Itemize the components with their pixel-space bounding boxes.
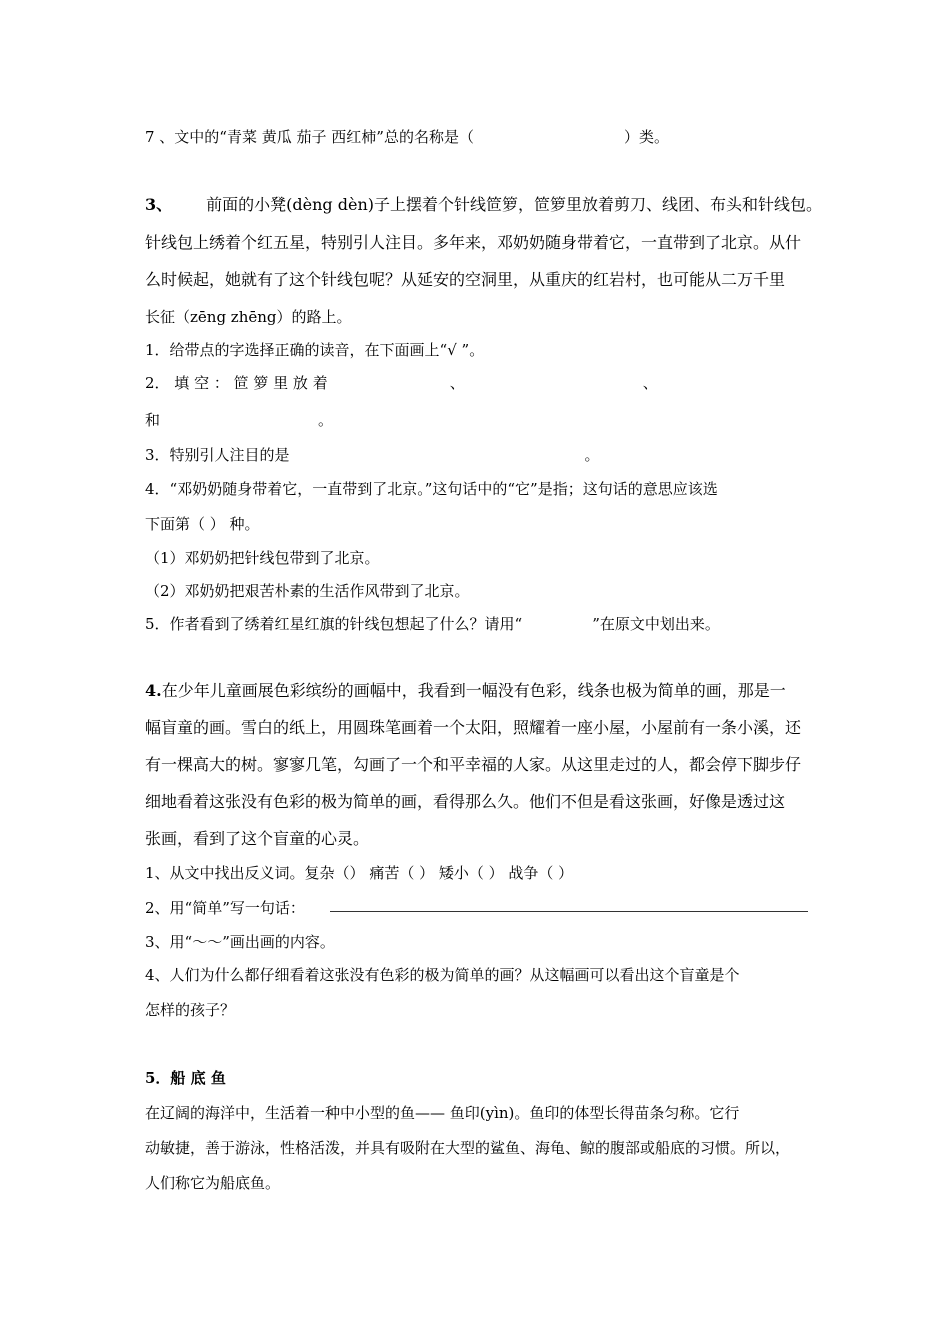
- s3-q2-line-2: [145, 410, 333, 430]
- s5-para-line-3: 人们称它为船底鱼。: [145, 1174, 281, 1192]
- s3-para-line-2: 针线包上绣着个红五星，特别引人注目。多年来，邓奶奶随身带着它，一直带到了北京。从什: [145, 233, 802, 252]
- s3-q2-end: 。: [318, 411, 334, 429]
- s3-p1: 前面的小凳(dèng dèn)子上摆着个针线笸箩，笸箩里放着剪刀、线团、布头和针线包。: [206, 195, 822, 214]
- s4-para-line-5: 张画，看到了这个盲童的心灵。: [145, 829, 370, 848]
- s3-para-line-1: [145, 195, 822, 215]
- s4-q4-line-2: 怎样的孩子？: [145, 1001, 236, 1019]
- s3-para-line-3: 么时候起，她就有了这个针线包呢？从延安的空洞里，从重庆的红岩村，也可能从二万千里: [145, 270, 786, 289]
- s5-para-line-1: 在辽阔的海洋中，生活着一种中小型的鱼—— 鱼印(yìn)。鱼印的体型长得苗条匀称。它行: [145, 1104, 740, 1122]
- s4-para-line-2: 幅盲童的画。雪白的纸上，用圆珠笔画着一个太阳，照耀着一座小屋，小屋前有一条小溪，还: [145, 718, 802, 737]
- s3-para-line-4: 长征（zēng zhēng）的路上。: [145, 308, 352, 326]
- s4-number: 4.: [145, 681, 162, 700]
- s5-para-line-2: 动敏捷，善于游泳，性格活泼，并具有吸附在大型的鲨鱼、海龟、鲸的腹部或船底的习惯。所以，: [145, 1139, 791, 1157]
- s4-para-line-1: [145, 681, 786, 701]
- s4-q2-answer-line[interactable]: [330, 911, 808, 912]
- s3-q3-end: 。: [584, 446, 600, 464]
- s3-q4-line-1: 4．“邓奶奶随身带着它，一直带到了北京。”这句话中的“它”是指；这句话的意思应该选: [145, 480, 718, 498]
- s3-q3-label: 3．特别引人注目的是: [145, 446, 290, 464]
- s3-option-1: （1）邓奶奶把针线包带到了北京。: [145, 549, 380, 567]
- s3-q5-line: [145, 614, 720, 634]
- s3-q5-end: ”在原文中划出来。: [592, 615, 720, 633]
- s3-number: 3、: [145, 195, 173, 214]
- s3-option-2: （2）邓奶奶把艰苦朴素的生活作风带到了北京。: [145, 582, 470, 600]
- q7-suffix: ）类。: [623, 128, 669, 146]
- s4-para-line-3: 有一棵高大的树。寥寥几笔，勾画了一个和平幸福的人家。从这里走过的人，都会停下脚步仔: [145, 755, 802, 774]
- s4-q3: 3、用“～～”画出画的内容。: [145, 933, 335, 951]
- s3-q4-line-2: 下面第（ ） 种。: [145, 515, 260, 533]
- s4-q4-line-1: 4、人们为什么都仔细看着这张没有色彩的极为简单的画？从这幅画可以看出这个盲童是个: [145, 966, 740, 984]
- s4-p1: 在少年儿童画展色彩缤纷的画幅中，我看到一幅没有色彩，线条也极为简单的画，那是一: [161, 681, 786, 700]
- s3-q2-and: 和: [145, 411, 161, 429]
- s3-q5-text: 5．作者看到了绣着红星红旗的针线包想起了什么？请用“: [145, 615, 523, 633]
- s5-title: 5．船 底 鱼: [145, 1069, 226, 1087]
- s4-q1: 1、从文中找出反义词。复杂（） 痛苦（ ） 矮小（ ） 战争（ ）: [145, 864, 574, 882]
- s3-q3-line: [145, 445, 600, 465]
- q7-prefix: 7 、文中的“青菜 黄瓜 茄子 西红柿”总的名称是（: [145, 128, 474, 146]
- s4-q2: 2、用“简单”写一句话：: [145, 899, 305, 917]
- s3-q2-sep-2: 、: [642, 374, 658, 392]
- s4-para-line-4: 细地看着这张没有色彩的极为简单的画，看得那么久。他们不但是看这张画，好像是透过这: [145, 792, 786, 811]
- q7-line: [145, 127, 669, 147]
- s3-q2-label: 2． 填 空 ： 笸 箩 里 放 着: [145, 374, 328, 392]
- s3-q2-line: [145, 373, 658, 393]
- s3-q2-sep-1: 、: [449, 374, 465, 392]
- s3-q1: 1．给带点的字选择正确的读音，在下面画上“√ ”。: [145, 341, 485, 359]
